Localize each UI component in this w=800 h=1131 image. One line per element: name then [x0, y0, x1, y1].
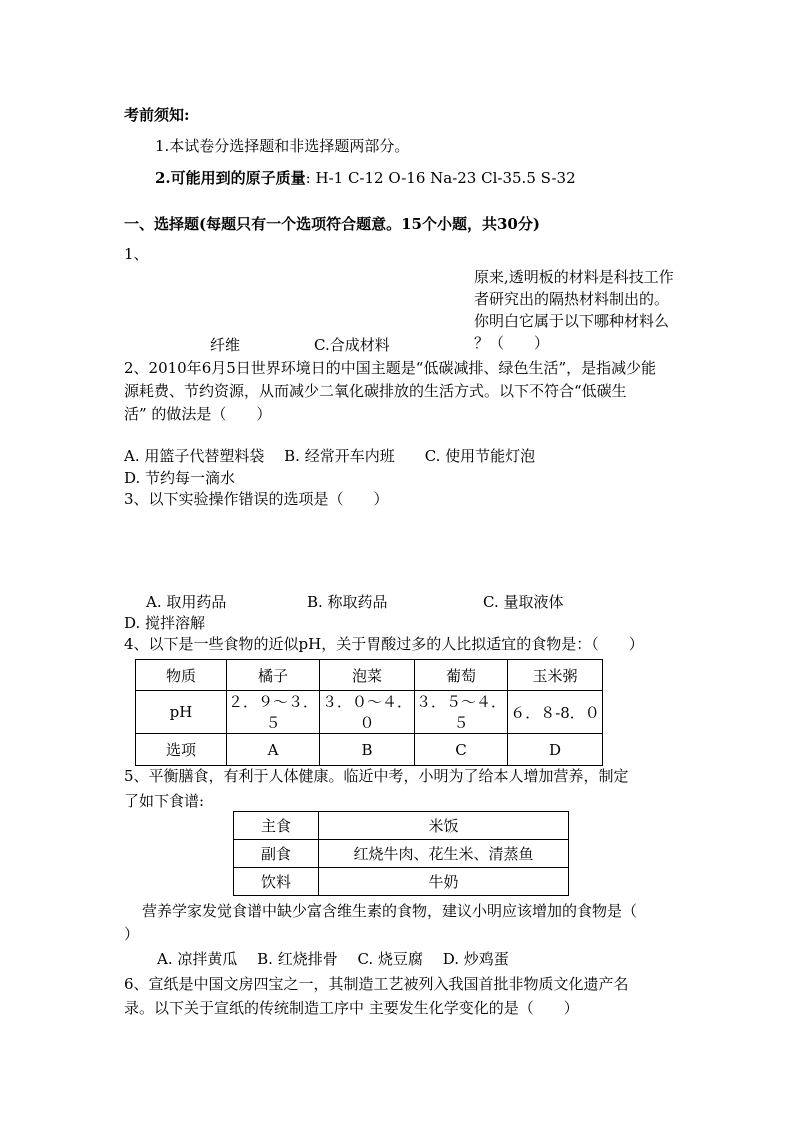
q1-side-line: 原来,透明板的材料是科技工作: [474, 268, 674, 286]
notice-item-2-values: : H-1 C-12 O-16 Na-23 Cl-35.5 S-32: [305, 169, 576, 187]
q1-side-line: 者研究出的隔热材料制出的。: [474, 290, 670, 308]
ph-table-row: [136, 734, 603, 766]
ph-table-cell: D: [508, 734, 603, 766]
q2-line: 源耗费、节约资源，从而减少二氧化碳排放的生活方式。以下不符合“低碳生: [124, 382, 627, 400]
q1-side-text: [474, 266, 674, 354]
q5-after-line-2: ）: [124, 925, 140, 943]
ph-table-cell: 选项: [136, 734, 227, 766]
ph-table-cell: C: [415, 734, 508, 766]
menu-cell: 主食: [234, 812, 319, 840]
menu-cell: 饮料: [234, 868, 319, 896]
q5-line-2: 了如下食谱:: [124, 792, 205, 810]
ph-table-cell: ３．０～４．０: [320, 691, 415, 734]
menu-table: [233, 811, 569, 896]
ph-table-cell: ３．５～４．５: [415, 691, 508, 734]
q6-line-2: 录。以下关于宣纸的传统制造工序中 主要发生化学变化的是（ ）: [124, 999, 579, 1017]
q4-stem: 4、以下是一些食物的近似pH，关于胃酸过多的人比拟适宜的食物是：（ ）: [124, 635, 644, 653]
menu-cell: 牛奶: [319, 868, 569, 896]
menu-cell: 副食: [234, 840, 319, 868]
ph-table-cell: 橘子: [227, 660, 320, 691]
q2-options-line-1: A. 用篮子代替塑料袋 B. 经常开车内班 C. 使用节能灯泡: [124, 447, 536, 465]
ph-table-cell: ２．９～３．５: [227, 691, 320, 734]
q3-option-b: B. 称取药品: [307, 593, 388, 611]
q1-side-line: 你明白它属于以下哪种材料么: [474, 312, 670, 330]
q3-stem: 3、以下实验操作错误的选项是（ ）: [124, 490, 389, 508]
ph-table-cell: A: [227, 734, 320, 766]
q6-line-1: 6、宣纸是中国文房四宝之一，其制造工艺被列入我国首批非物质文化遗产名: [124, 975, 629, 993]
q2-options-line-2: D. 节约每一滴水: [124, 469, 236, 487]
ph-table-cell: pH: [136, 691, 227, 734]
menu-row: [234, 840, 569, 868]
ph-table-cell: B: [320, 734, 415, 766]
ph-table-cell: 葡萄: [415, 660, 508, 691]
ph-table-cell: 物质: [136, 660, 227, 691]
section-title: 一、选择题(每题只有一个选项符合题意。15个小题，共30分): [124, 215, 540, 233]
q1-number: 1、: [124, 245, 149, 263]
ph-table-cell: 泡菜: [320, 660, 415, 691]
menu-row: [234, 868, 569, 896]
q5-options: A. 凉拌黄瓜 B. 红烧排骨 C. 烧豆腐 D. 炒鸡蛋: [157, 950, 509, 968]
ph-table-cell: 玉米粥: [508, 660, 603, 691]
q5-after-line-1: 营养学家发觉食谱中缺少富含维生素的食物，建议小明应该增加的食物是（: [142, 902, 638, 920]
q1-side-line: ？（ ）: [474, 334, 550, 352]
q1-option-c: C.合成材料: [314, 336, 390, 354]
ph-table-header-row: [136, 660, 603, 691]
notice-heading: 考前须知:: [124, 106, 190, 124]
q2-line: 活” 的做法是（ ）: [124, 405, 272, 423]
ph-table-row: [136, 691, 603, 734]
q3-option-a: A. 取用药品: [146, 593, 227, 611]
notice-item-2-label: 2.可能用到的原子质量: [155, 169, 306, 187]
notice-item-1: 1.本试卷分选择题和非选择题两部分。: [155, 137, 410, 155]
q3-option-d: D. 搅拌溶解: [124, 614, 206, 632]
menu-row: [234, 812, 569, 840]
ph-table: [135, 659, 603, 766]
q2-line: 2、2010年6月5日世界环境日的中国主题是“低碳减排、绿色生活”，是指减少能: [124, 359, 657, 377]
notice-item-2: [155, 167, 576, 188]
ph-table-cell: ６．８-8．０: [508, 691, 603, 734]
q2-stem: [124, 357, 656, 426]
q1-option-b-tail: 纤维: [210, 336, 241, 354]
q5-line-1: 5、平衡膳食，有利于人体健康。临近中考，小明为了给本人增加营养，制定: [124, 767, 629, 785]
menu-cell: 红烧牛肉、花生米、清蒸鱼: [319, 840, 569, 868]
menu-cell: 米饭: [319, 812, 569, 840]
q3-option-c: C. 量取液体: [483, 593, 564, 611]
